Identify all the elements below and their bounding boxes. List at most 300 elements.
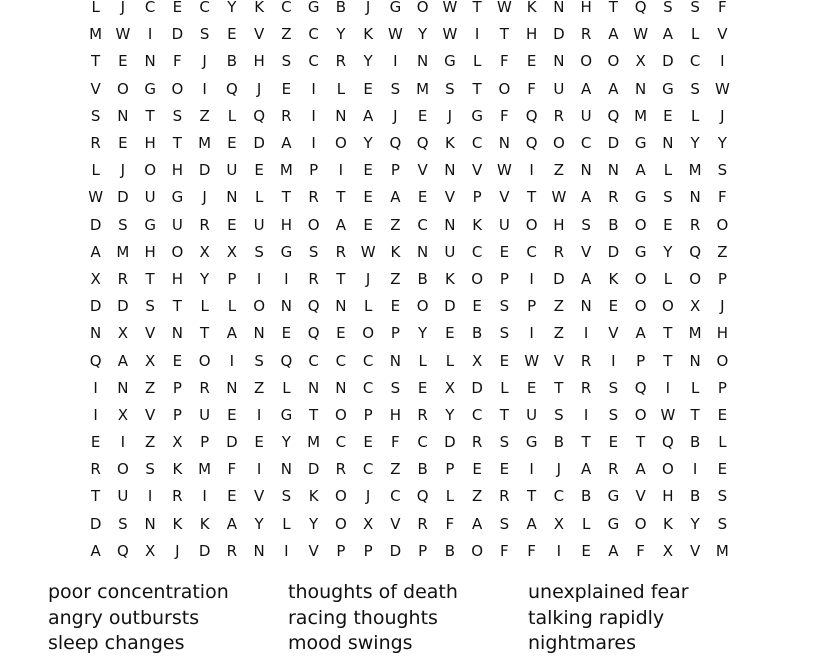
- grid-letter[interactable]: D: [198, 541, 211, 560]
- grid-letter[interactable]: E: [417, 188, 428, 207]
- grid-letter[interactable]: H: [553, 215, 565, 234]
- grid-letter[interactable]: D: [89, 514, 102, 533]
- grid-letter[interactable]: O: [471, 541, 484, 560]
- grid-letter[interactable]: N: [580, 297, 592, 316]
- grid-letter[interactable]: P: [445, 460, 455, 479]
- grid-letter[interactable]: C: [362, 460, 374, 479]
- grid-letter[interactable]: I: [229, 351, 235, 370]
- grid-letter[interactable]: N: [226, 378, 238, 397]
- grid-letter[interactable]: C: [144, 0, 156, 17]
- grid-letter[interactable]: L: [227, 297, 237, 316]
- grid-letter[interactable]: S: [145, 297, 155, 316]
- grid-letter[interactable]: D: [553, 25, 565, 44]
- grid-letter[interactable]: E: [227, 487, 237, 506]
- grid-letter[interactable]: Z: [553, 297, 565, 316]
- grid-letter[interactable]: E: [717, 405, 728, 424]
- grid-letter[interactable]: D: [471, 378, 483, 397]
- grid-letter[interactable]: O: [580, 52, 593, 71]
- grid-letter[interactable]: K: [444, 269, 455, 288]
- grid-letter[interactable]: S: [308, 242, 319, 261]
- grid-letter[interactable]: Q: [280, 351, 293, 370]
- grid-letter[interactable]: L: [200, 297, 209, 316]
- grid-letter[interactable]: L: [690, 25, 700, 44]
- grid-letter[interactable]: G: [634, 134, 647, 153]
- grid-letter[interactable]: H: [253, 52, 265, 71]
- grid-letter[interactable]: M: [198, 460, 212, 479]
- grid-letter[interactable]: E: [608, 433, 619, 452]
- grid-letter[interactable]: D: [389, 541, 402, 560]
- grid-letter[interactable]: A: [580, 460, 592, 479]
- grid-letter[interactable]: C: [362, 378, 374, 397]
- grid-letter[interactable]: M: [307, 433, 321, 452]
- grid-letter[interactable]: O: [634, 405, 647, 424]
- grid-letter[interactable]: P: [390, 161, 400, 180]
- grid-letter[interactable]: V: [499, 188, 510, 207]
- grid-letter[interactable]: X: [689, 297, 701, 316]
- grid-letter[interactable]: B: [226, 52, 238, 71]
- grid-letter[interactable]: W: [633, 25, 649, 44]
- grid-letter[interactable]: S: [445, 79, 455, 98]
- grid-letter[interactable]: R: [335, 242, 347, 261]
- grid-letter[interactable]: R: [471, 433, 483, 452]
- grid-letter[interactable]: K: [608, 269, 619, 288]
- grid-letter[interactable]: N: [335, 106, 347, 125]
- grid-letter[interactable]: S: [717, 161, 728, 180]
- grid-letter[interactable]: P: [527, 297, 537, 316]
- grid-letter[interactable]: X: [172, 433, 183, 452]
- grid-letter[interactable]: I: [583, 405, 589, 424]
- grid-letter[interactable]: D: [171, 25, 184, 44]
- grid-letter[interactable]: Q: [416, 134, 429, 153]
- grid-letter[interactable]: O: [334, 487, 347, 506]
- grid-letter[interactable]: E: [499, 460, 510, 479]
- grid-letter[interactable]: O: [525, 215, 538, 234]
- grid-letter[interactable]: J: [120, 161, 126, 180]
- grid-letter[interactable]: T: [690, 405, 700, 424]
- grid-letter[interactable]: X: [553, 514, 565, 533]
- grid-letter[interactable]: I: [120, 433, 126, 452]
- grid-letter[interactable]: W: [387, 25, 403, 44]
- grid-letter[interactable]: Y: [336, 25, 346, 44]
- grid-letter[interactable]: F: [500, 106, 509, 125]
- grid-letter[interactable]: I: [720, 52, 725, 71]
- grid-letter[interactable]: V: [417, 161, 428, 180]
- grid-letter[interactable]: A: [281, 134, 292, 153]
- grid-letter[interactable]: S: [199, 25, 210, 44]
- grid-letter[interactable]: I: [311, 134, 316, 153]
- grid-letter[interactable]: N: [444, 161, 456, 180]
- grid-letter[interactable]: H: [580, 0, 592, 17]
- grid-letter[interactable]: Q: [225, 79, 238, 98]
- grid-letter[interactable]: D: [253, 134, 265, 153]
- grid-letter[interactable]: J: [202, 188, 207, 207]
- grid-letter[interactable]: Y: [418, 25, 428, 44]
- grid-letter[interactable]: A: [117, 351, 128, 370]
- grid-letter[interactable]: H: [171, 269, 184, 288]
- grid-letter[interactable]: J: [720, 297, 725, 316]
- grid-letter[interactable]: O: [334, 514, 347, 533]
- grid-letter[interactable]: O: [416, 297, 429, 316]
- grid-letter[interactable]: I: [284, 541, 289, 560]
- grid-letter[interactable]: K: [254, 0, 265, 17]
- grid-letter[interactable]: N: [417, 242, 429, 261]
- grid-letter[interactable]: E: [172, 0, 183, 17]
- grid-letter[interactable]: N: [117, 106, 129, 125]
- grid-letter[interactable]: C: [471, 134, 483, 153]
- grid-letter[interactable]: C: [362, 351, 374, 370]
- grid-letter[interactable]: C: [471, 405, 483, 424]
- grid-letter[interactable]: Q: [607, 106, 620, 125]
- grid-letter[interactable]: K: [172, 460, 183, 479]
- grid-letter[interactable]: R: [226, 541, 238, 560]
- grid-letter[interactable]: Y: [663, 242, 673, 261]
- grid-letter[interactable]: O: [607, 52, 620, 71]
- grid-letter[interactable]: D: [89, 297, 102, 316]
- grid-letter[interactable]: K: [444, 134, 455, 153]
- grid-letter[interactable]: V: [390, 514, 401, 533]
- grid-letter[interactable]: G: [607, 487, 620, 506]
- grid-letter[interactable]: Q: [689, 242, 702, 261]
- grid-letter[interactable]: U: [253, 215, 265, 234]
- grid-letter[interactable]: R: [308, 269, 319, 288]
- grid-letter[interactable]: C: [308, 25, 319, 44]
- grid-letter[interactable]: J: [720, 106, 725, 125]
- grid-letter[interactable]: P: [172, 405, 182, 424]
- grid-letter[interactable]: X: [117, 324, 129, 343]
- grid-letter[interactable]: L: [91, 161, 100, 180]
- grid-letter[interactable]: C: [281, 0, 292, 17]
- grid-letter[interactable]: S: [581, 215, 591, 234]
- grid-letter[interactable]: E: [417, 378, 428, 397]
- grid-letter[interactable]: Y: [254, 514, 264, 533]
- grid-letter[interactable]: Z: [144, 433, 156, 452]
- grid-letter[interactable]: P: [717, 378, 727, 397]
- grid-letter[interactable]: R: [335, 52, 347, 71]
- grid-letter[interactable]: I: [202, 487, 207, 506]
- grid-letter[interactable]: V: [471, 161, 483, 180]
- grid-letter[interactable]: G: [634, 188, 647, 207]
- grid-letter[interactable]: Y: [690, 514, 700, 533]
- grid-letter[interactable]: F: [391, 433, 400, 452]
- grid-letter[interactable]: D: [607, 134, 620, 153]
- grid-letter[interactable]: D: [89, 215, 102, 234]
- grid-letter[interactable]: N: [144, 514, 156, 533]
- grid-letter[interactable]: T: [200, 324, 210, 343]
- grid-letter[interactable]: V: [253, 25, 265, 44]
- grid-letter[interactable]: T: [309, 405, 319, 424]
- grid-letter[interactable]: X: [90, 269, 101, 288]
- grid-letter[interactable]: Q: [307, 324, 320, 343]
- grid-letter[interactable]: L: [581, 514, 591, 533]
- grid-letter[interactable]: F: [718, 188, 727, 207]
- grid-letter[interactable]: D: [607, 242, 620, 261]
- grid-letter[interactable]: L: [690, 378, 700, 397]
- grid-letter[interactable]: E: [472, 460, 482, 479]
- grid-letter[interactable]: K: [526, 0, 537, 17]
- grid-letter[interactable]: T: [472, 79, 482, 98]
- grid-letter[interactable]: D: [226, 433, 238, 452]
- grid-letter[interactable]: S: [145, 460, 155, 479]
- grid-letter[interactable]: B: [335, 0, 347, 17]
- grid-letter[interactable]: O: [716, 351, 729, 370]
- grid-letter[interactable]: T: [145, 269, 155, 288]
- grid-letter[interactable]: A: [226, 514, 237, 533]
- grid-letter[interactable]: V: [444, 188, 455, 207]
- grid-letter[interactable]: N: [580, 161, 592, 180]
- grid-letter[interactable]: H: [171, 161, 184, 180]
- grid-letter[interactable]: I: [529, 161, 534, 180]
- grid-letter[interactable]: T: [336, 269, 346, 288]
- grid-letter[interactable]: E: [281, 79, 292, 98]
- grid-letter[interactable]: E: [363, 215, 373, 234]
- grid-letter[interactable]: I: [147, 487, 153, 506]
- grid-letter[interactable]: A: [390, 188, 401, 207]
- grid-letter[interactable]: I: [611, 351, 616, 370]
- grid-letter[interactable]: Y: [227, 0, 237, 17]
- grid-letter[interactable]: S: [663, 188, 673, 207]
- grid-letter[interactable]: F: [500, 52, 509, 71]
- grid-letter[interactable]: X: [144, 351, 156, 370]
- grid-letter[interactable]: T: [527, 487, 537, 506]
- grid-letter[interactable]: G: [280, 242, 293, 261]
- grid-letter[interactable]: E: [581, 541, 591, 560]
- grid-letter[interactable]: P: [363, 405, 373, 424]
- grid-letter[interactable]: B: [417, 460, 428, 479]
- grid-letter[interactable]: Y: [363, 52, 373, 71]
- grid-letter[interactable]: W: [524, 351, 540, 370]
- grid-letter[interactable]: N: [553, 0, 565, 17]
- grid-letter[interactable]: E: [118, 134, 128, 153]
- grid-letter[interactable]: Z: [471, 487, 483, 506]
- grid-letter[interactable]: T: [663, 324, 673, 343]
- grid-letter[interactable]: M: [116, 242, 130, 261]
- grid-letter[interactable]: O: [634, 514, 647, 533]
- grid-letter[interactable]: X: [444, 378, 456, 397]
- grid-letter[interactable]: X: [635, 52, 646, 71]
- grid-letter[interactable]: S: [690, 79, 700, 98]
- grid-letter[interactable]: U: [444, 242, 456, 261]
- grid-letter[interactable]: U: [526, 405, 538, 424]
- grid-letter[interactable]: A: [362, 106, 374, 125]
- grid-letter[interactable]: N: [253, 541, 265, 560]
- grid-letter[interactable]: G: [525, 433, 538, 452]
- grid-letter[interactable]: O: [198, 351, 211, 370]
- grid-letter[interactable]: M: [416, 79, 430, 98]
- grid-letter[interactable]: A: [580, 188, 592, 207]
- grid-letter[interactable]: H: [525, 25, 538, 44]
- grid-letter[interactable]: X: [199, 242, 210, 261]
- grid-letter[interactable]: O: [334, 134, 347, 153]
- grid-letter[interactable]: J: [256, 79, 262, 98]
- grid-letter[interactable]: P: [200, 433, 210, 452]
- grid-letter[interactable]: I: [147, 25, 153, 44]
- grid-letter[interactable]: G: [144, 215, 156, 234]
- grid-letter[interactable]: K: [472, 215, 483, 234]
- grid-letter[interactable]: I: [256, 405, 262, 424]
- grid-letter[interactable]: N: [335, 378, 347, 397]
- grid-letter[interactable]: E: [390, 297, 401, 316]
- grid-letter[interactable]: U: [117, 487, 129, 506]
- grid-letter[interactable]: I: [474, 25, 480, 44]
- grid-letter[interactable]: L: [91, 0, 100, 17]
- grid-letter[interactable]: T: [336, 188, 346, 207]
- grid-letter[interactable]: O: [334, 405, 347, 424]
- grid-letter[interactable]: R: [580, 25, 592, 44]
- grid-letter[interactable]: O: [661, 460, 674, 479]
- grid-letter[interactable]: K: [199, 514, 210, 533]
- grid-letter[interactable]: Y: [418, 324, 428, 343]
- grid-letter[interactable]: N: [171, 324, 183, 343]
- grid-letter[interactable]: Y: [281, 433, 291, 452]
- grid-letter[interactable]: Q: [634, 378, 647, 397]
- grid-letter[interactable]: Z: [717, 242, 728, 261]
- grid-letter[interactable]: B: [553, 433, 565, 452]
- grid-letter[interactable]: T: [663, 351, 673, 370]
- grid-letter[interactable]: C: [335, 433, 347, 452]
- grid-letter[interactable]: W: [360, 242, 376, 261]
- grid-letter[interactable]: S: [717, 487, 728, 506]
- grid-letter[interactable]: C: [390, 487, 401, 506]
- grid-letter[interactable]: S: [254, 351, 264, 370]
- grid-letter[interactable]: T: [581, 433, 591, 452]
- grid-letter[interactable]: U: [498, 215, 510, 234]
- grid-letter[interactable]: Z: [199, 106, 210, 125]
- grid-letter[interactable]: Z: [390, 460, 401, 479]
- grid-letter[interactable]: Q: [525, 106, 538, 125]
- grid-letter[interactable]: Q: [634, 0, 647, 17]
- grid-letter[interactable]: E: [526, 378, 537, 397]
- grid-letter[interactable]: R: [553, 242, 565, 261]
- grid-letter[interactable]: O: [171, 242, 184, 261]
- grid-letter[interactable]: S: [499, 297, 510, 316]
- grid-letter[interactable]: O: [634, 215, 647, 234]
- grid-letter[interactable]: X: [117, 405, 129, 424]
- grid-letter[interactable]: E: [363, 433, 373, 452]
- grid-letter[interactable]: T: [527, 188, 537, 207]
- grid-letter[interactable]: E: [172, 351, 183, 370]
- grid-letter[interactable]: R: [90, 460, 101, 479]
- grid-letter[interactable]: N: [389, 351, 401, 370]
- grid-letter[interactable]: I: [393, 52, 398, 71]
- grid-letter[interactable]: R: [608, 188, 619, 207]
- grid-letter[interactable]: F: [500, 541, 509, 560]
- grid-letter[interactable]: Y: [717, 134, 727, 153]
- grid-letter[interactable]: S: [608, 378, 619, 397]
- grid-letter[interactable]: V: [553, 351, 564, 370]
- grid-letter[interactable]: C: [417, 215, 428, 234]
- grid-letter[interactable]: T: [281, 188, 291, 207]
- grid-letter[interactable]: Z: [144, 378, 156, 397]
- grid-letter[interactable]: J: [556, 460, 562, 479]
- grid-letter[interactable]: X: [226, 242, 238, 261]
- grid-letter[interactable]: P: [717, 269, 727, 288]
- grid-letter[interactable]: V: [308, 541, 319, 560]
- grid-letter[interactable]: S: [554, 405, 564, 424]
- grid-letter[interactable]: K: [172, 514, 183, 533]
- grid-letter[interactable]: C: [199, 0, 210, 17]
- grid-letter[interactable]: W: [442, 25, 458, 44]
- grid-letter[interactable]: E: [90, 433, 101, 452]
- grid-letter[interactable]: N: [689, 351, 701, 370]
- grid-letter[interactable]: D: [117, 297, 129, 316]
- grid-letter[interactable]: C: [417, 433, 428, 452]
- grid-letter[interactable]: H: [280, 215, 293, 234]
- grid-letter[interactable]: C: [335, 351, 347, 370]
- grid-letter[interactable]: U: [144, 188, 156, 207]
- grid-letter[interactable]: B: [608, 215, 619, 234]
- grid-letter[interactable]: V: [144, 324, 156, 343]
- grid-letter[interactable]: E: [445, 324, 455, 343]
- grid-letter[interactable]: Y: [309, 514, 319, 533]
- grid-letter[interactable]: Z: [253, 378, 265, 397]
- grid-letter[interactable]: I: [311, 106, 316, 125]
- grid-letter[interactable]: P: [227, 269, 237, 288]
- grid-letter[interactable]: W: [551, 188, 567, 207]
- grid-letter[interactable]: E: [227, 215, 237, 234]
- grid-letter[interactable]: N: [635, 79, 647, 98]
- grid-letter[interactable]: E: [717, 460, 728, 479]
- grid-letter[interactable]: B: [580, 487, 592, 506]
- grid-letter[interactable]: O: [416, 0, 429, 17]
- grid-letter[interactable]: V: [689, 541, 701, 560]
- grid-letter[interactable]: U: [580, 106, 592, 125]
- grid-letter[interactable]: N: [253, 324, 265, 343]
- grid-letter[interactable]: H: [144, 242, 156, 261]
- grid-letter[interactable]: I: [311, 79, 316, 98]
- grid-letter[interactable]: V: [608, 324, 619, 343]
- grid-letter[interactable]: N: [144, 52, 156, 71]
- grid-letter[interactable]: Q: [253, 106, 266, 125]
- grid-letter[interactable]: O: [689, 269, 702, 288]
- grid-letter[interactable]: X: [362, 514, 374, 533]
- grid-letter[interactable]: I: [256, 269, 262, 288]
- grid-letter[interactable]: Q: [525, 134, 538, 153]
- grid-letter[interactable]: N: [90, 324, 102, 343]
- grid-letter[interactable]: L: [282, 378, 291, 397]
- grid-letter[interactable]: I: [529, 460, 534, 479]
- grid-letter[interactable]: J: [365, 0, 371, 17]
- grid-letter[interactable]: G: [389, 0, 402, 17]
- grid-letter[interactable]: N: [662, 134, 674, 153]
- grid-letter[interactable]: S: [717, 514, 728, 533]
- grid-letter[interactable]: E: [227, 25, 237, 44]
- grid-letter[interactable]: M: [688, 161, 702, 180]
- grid-letter[interactable]: B: [689, 433, 701, 452]
- grid-letter[interactable]: O: [471, 269, 484, 288]
- grid-letter[interactable]: A: [335, 215, 346, 234]
- grid-letter[interactable]: F: [227, 460, 237, 479]
- grid-letter[interactable]: P: [418, 541, 428, 560]
- grid-letter[interactable]: F: [636, 541, 645, 560]
- grid-letter[interactable]: S: [281, 52, 292, 71]
- grid-letter[interactable]: S: [608, 405, 619, 424]
- grid-letter[interactable]: W: [714, 79, 730, 98]
- grid-letter[interactable]: V: [253, 487, 265, 506]
- grid-letter[interactable]: R: [335, 460, 347, 479]
- grid-letter[interactable]: Z: [281, 25, 292, 44]
- grid-letter[interactable]: D: [117, 188, 129, 207]
- grid-letter[interactable]: S: [118, 215, 128, 234]
- grid-letter[interactable]: Y: [690, 134, 700, 153]
- grid-letter[interactable]: G: [471, 106, 483, 125]
- grid-letter[interactable]: J: [365, 487, 371, 506]
- grid-letter[interactable]: S: [663, 0, 673, 17]
- grid-letter[interactable]: U: [226, 161, 238, 180]
- grid-letter[interactable]: A: [90, 541, 101, 560]
- grid-letter[interactable]: L: [500, 378, 509, 397]
- grid-letter[interactable]: O: [634, 297, 647, 316]
- grid-letter[interactable]: T: [608, 0, 618, 17]
